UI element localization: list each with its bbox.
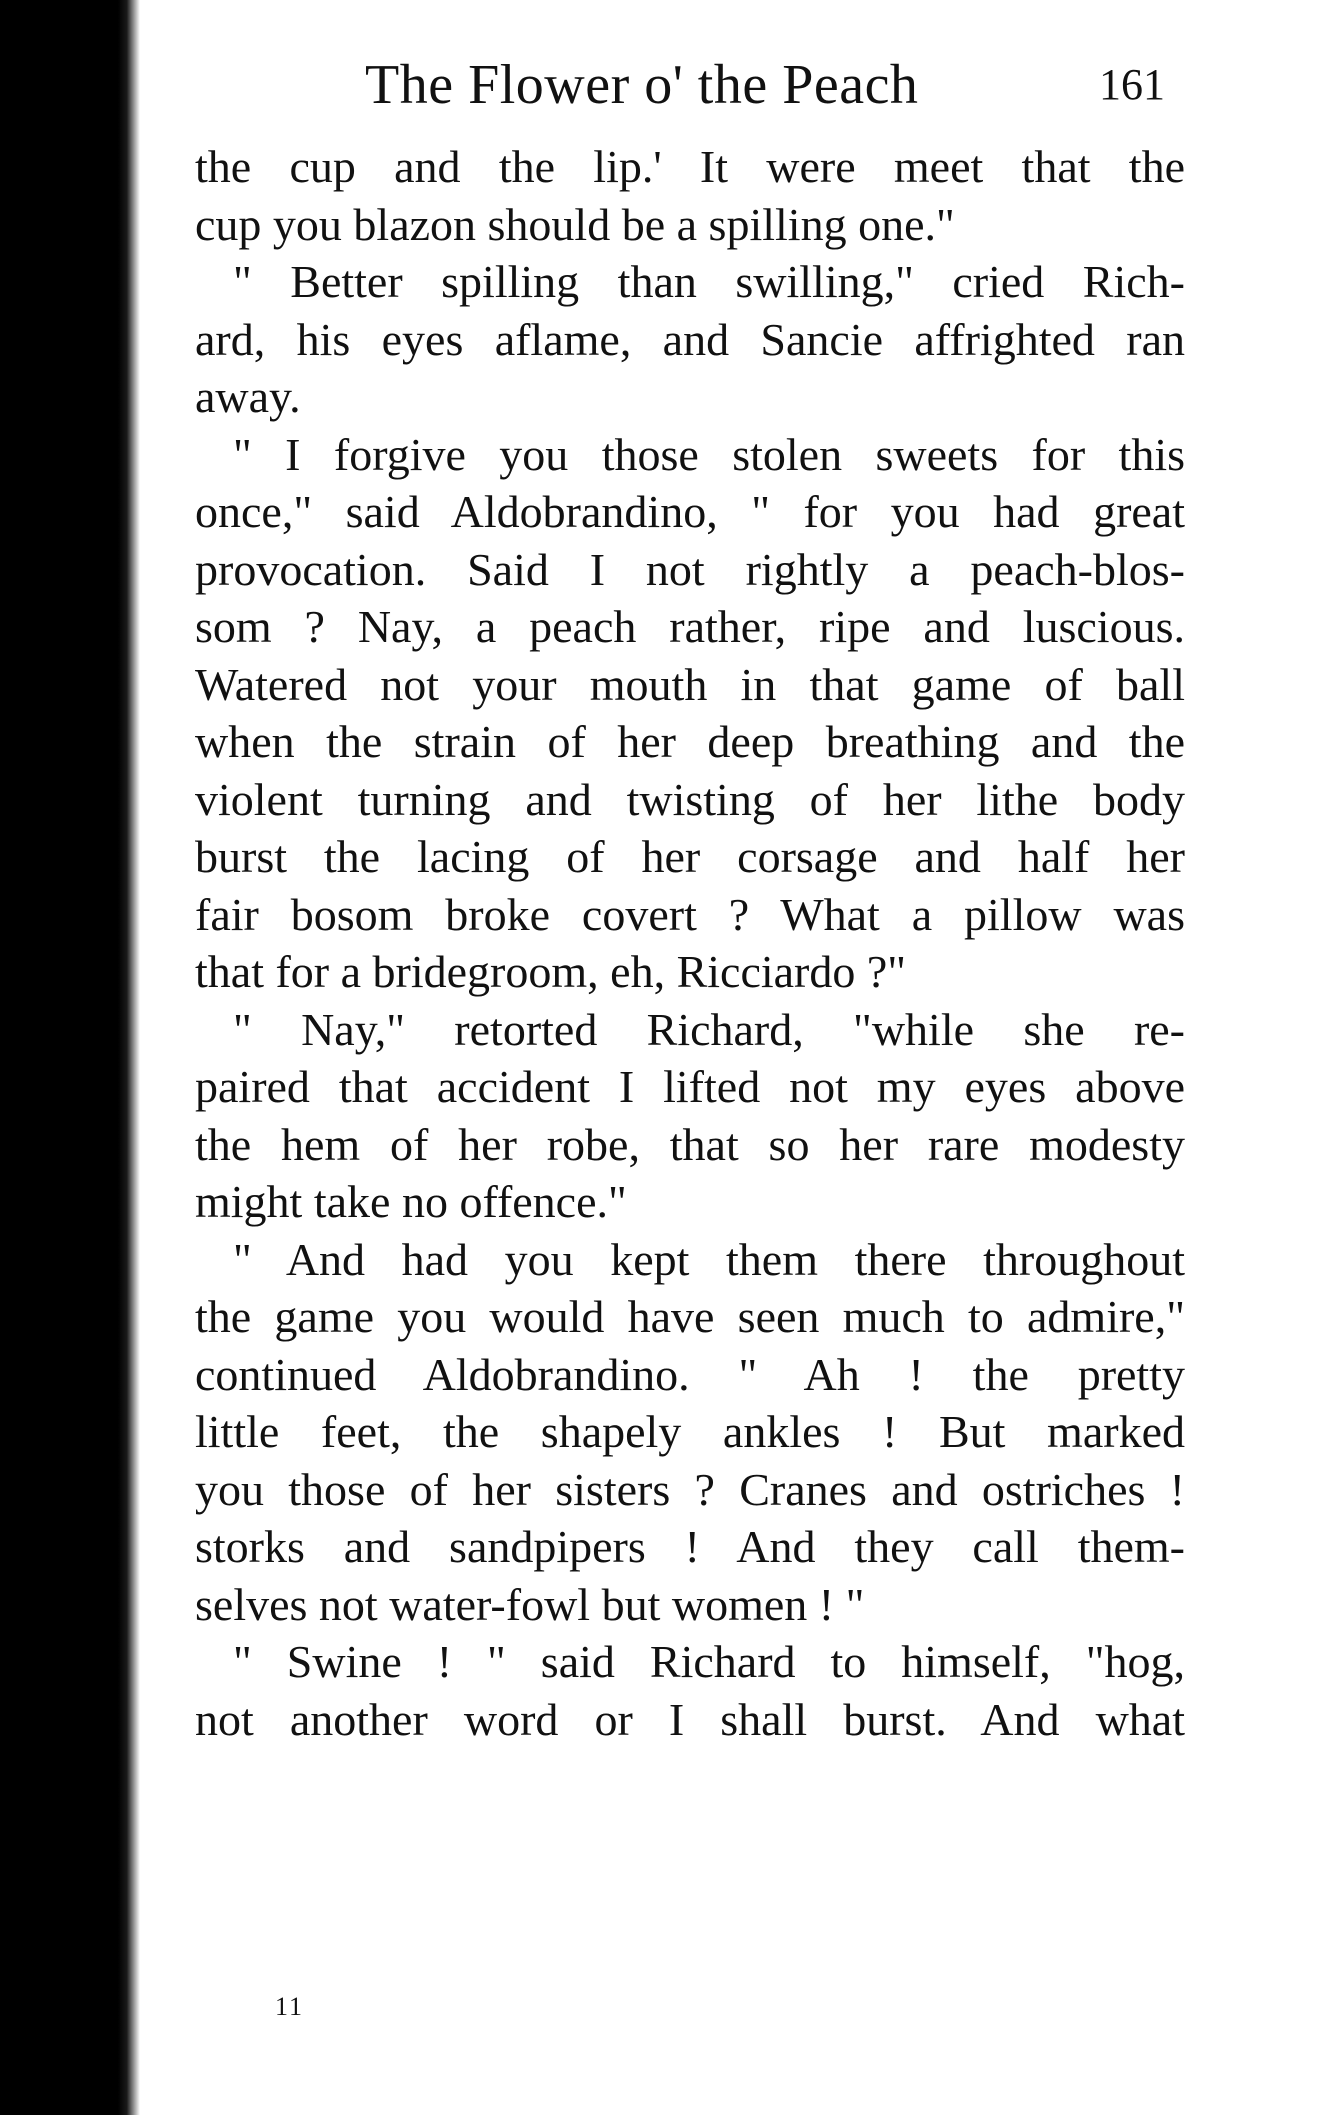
running-title: The Flower o' the Peach: [365, 54, 919, 116]
signature-mark: 11: [275, 1992, 305, 2021]
text-line: " I forgive you those stolen sweets for this: [233, 428, 1185, 480]
text-line: violent turning and twisting of her lithe body: [195, 773, 1185, 825]
text-line: continued Aldobrandino. " Ah ! the pretty: [195, 1348, 1185, 1400]
text-line: that for a bridegroom, eh, Ricciardo ?": [195, 946, 907, 997]
running-head: [195, 50, 1185, 120]
book-page: [195, 50, 1185, 1748]
text-line: som ? Nay, a peach rather, ripe and luscious.: [195, 601, 1185, 652]
text-line: the cup and the lip.' It were meet that the: [195, 141, 1185, 192]
text-line: away.: [195, 371, 301, 422]
text-line: " Better spilling than swilling," cried Rich-: [233, 256, 1185, 307]
text-line: might take no offence.": [195, 1176, 627, 1227]
text-line: the hem of her robe, that so her rare modesty: [195, 1118, 1185, 1170]
text-line: " Nay," retorted Richard, "while she re-: [233, 1003, 1185, 1055]
text-line: not another word or I shall burst. And what: [195, 1693, 1185, 1745]
page-number: 161: [1099, 60, 1165, 109]
text-line: storks and sandpipers ! And they call them-: [195, 1521, 1185, 1572]
text-line: provocation. Said I not rightly a peach-blos-: [195, 543, 1185, 595]
text-line: " Swine ! " said Richard to himself, "hog,: [233, 1636, 1185, 1687]
text-line: " And had you kept them there throughout: [233, 1233, 1185, 1285]
text-line: cup you blazon should be a spilling one.": [195, 198, 955, 250]
body-text: [195, 138, 1185, 1748]
text-line: fair bosom broke covert ? What a pillow was: [195, 888, 1185, 940]
text-line: the game you would have seen much to admire,": [195, 1291, 1185, 1342]
text-line: ard, his eyes aflame, and Sancie affrighted ran: [195, 313, 1185, 365]
text-line: you those of her sisters ? Cranes and ostriches !: [195, 1463, 1185, 1515]
text-line: when the strain of her deep breathing and the: [195, 716, 1185, 767]
text-line: burst the lacing of her corsage and half her: [195, 831, 1185, 882]
text-line: paired that accident I lifted not my eyes above: [195, 1061, 1185, 1112]
text-line: selves not water-fowl but women ! ": [195, 1578, 865, 1630]
text-line: little feet, the shapely ankles ! But marked: [195, 1406, 1185, 1457]
page-gutter-shadow: [0, 0, 128, 2115]
page-gutter-edge: [118, 0, 140, 2115]
text-line: Watered not your mouth in that game of ball: [195, 658, 1185, 710]
text-line: once," said Aldobrandino, " for you had great: [195, 486, 1185, 537]
